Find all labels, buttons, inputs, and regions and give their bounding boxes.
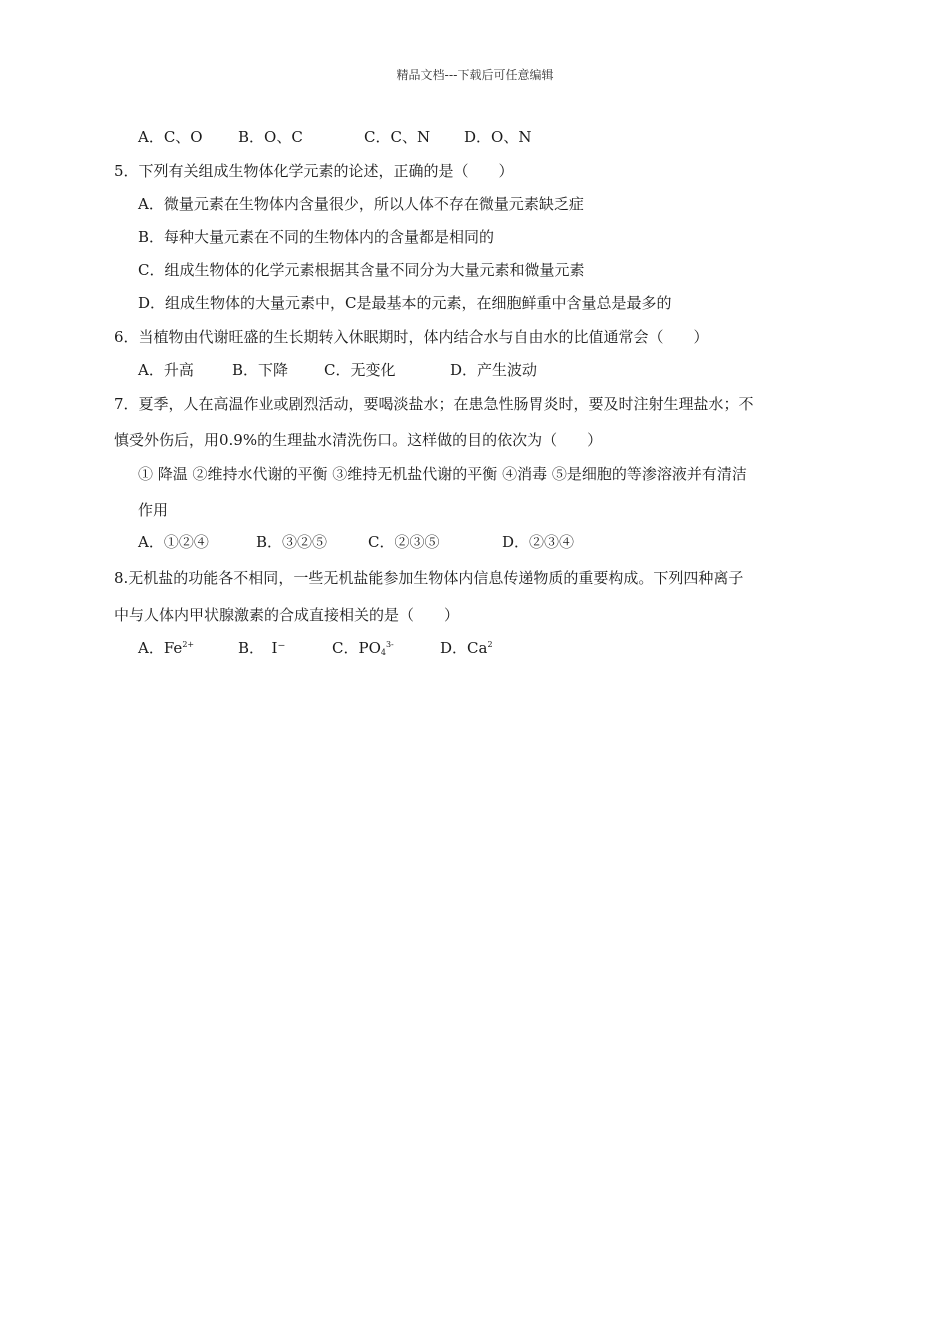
page-header: 精品文档---下载后可任意编辑 [396,68,554,82]
question-7-options [138,532,574,552]
question-7-stem-line-1: 7．夏季，人在高温作业或剧烈活动，要喝淡盐水；在患急性肠胃炎时，要及时注射生理盐水；不 [114,395,754,413]
option-c-charge: 3- [385,640,394,649]
question-4-options [138,127,531,147]
question-7-stem-line-2: 慎受外伤后，用0.9%的生理盐水清洗伤口。这样做的目的依次为（ ） [114,431,603,449]
option-c-base: C．PO [332,639,381,657]
option-b: B．③②⑤ [256,533,328,551]
option-a: A．①②④ [138,533,209,551]
question-7-items-line-1: ① 降温 ②维持水代谢的平衡 ③维持无机盐代谢的平衡 ④消毒 ⑤是细胞的等渗溶液并有清洁 [138,465,747,483]
option-c-subscript: 4 [380,648,386,657]
question-8-options [138,638,493,658]
option-d: D．②③④ [502,533,575,551]
option-a-charge: 2+ [182,640,195,649]
option-d [440,638,493,658]
option-a: A．升高 [138,361,194,379]
question-7-items-line-2: 作用 [138,501,169,519]
question-8-stem-line-2: 中与人体内甲状腺激素的合成直接相关的是（ ） [114,606,460,624]
question-8-stem-line-1: 8.无机盐的功能各不相同，一些无机盐能参加生物体内信息传递物质的重要构成。下列四种离子 [114,569,744,587]
question-5-option-a: A．微量元素在生物体内含量很少，所以人体不存在微量元素缺乏症 [138,195,584,213]
option-c: C．无变化 [324,361,396,379]
question-5-option-d: D．组成生物体的大量元素中，C是最基本的元素，在细胞鲜重中含量总是最多的 [138,294,672,312]
option-d-base: D．Ca [440,639,488,657]
option-d: D．O、N [464,128,532,146]
option-b: B．下降 [232,361,289,379]
option-a: A．C、O [138,128,203,146]
option-d: D．产生波动 [450,361,538,379]
question-5-option-b: B．每种大量元素在不同的生物体内的含量都是相同的 [138,228,495,246]
option-a [138,638,238,658]
option-c: C．②③⑤ [368,533,440,551]
option-c: C．C、N [364,128,431,146]
option-a-base: A．Fe [138,639,183,657]
question-5-option-c: C．组成生物体的化学元素根据其含量不同分为大量元素和微量元素 [138,261,585,279]
option-b: B．O、C [238,128,303,146]
option-b: B． I⁻ [238,639,286,657]
question-6-options [138,360,537,380]
option-c [332,638,440,658]
question-6-stem: 6．当植物由代谢旺盛的生长期转入休眠期时，体内结合水与自由水的比值通常会（ ） [114,328,709,346]
option-d-charge: 2 [487,640,493,649]
question-5-stem: 5．下列有关组成生物体化学元素的论述，正确的是（ ） [114,162,514,180]
